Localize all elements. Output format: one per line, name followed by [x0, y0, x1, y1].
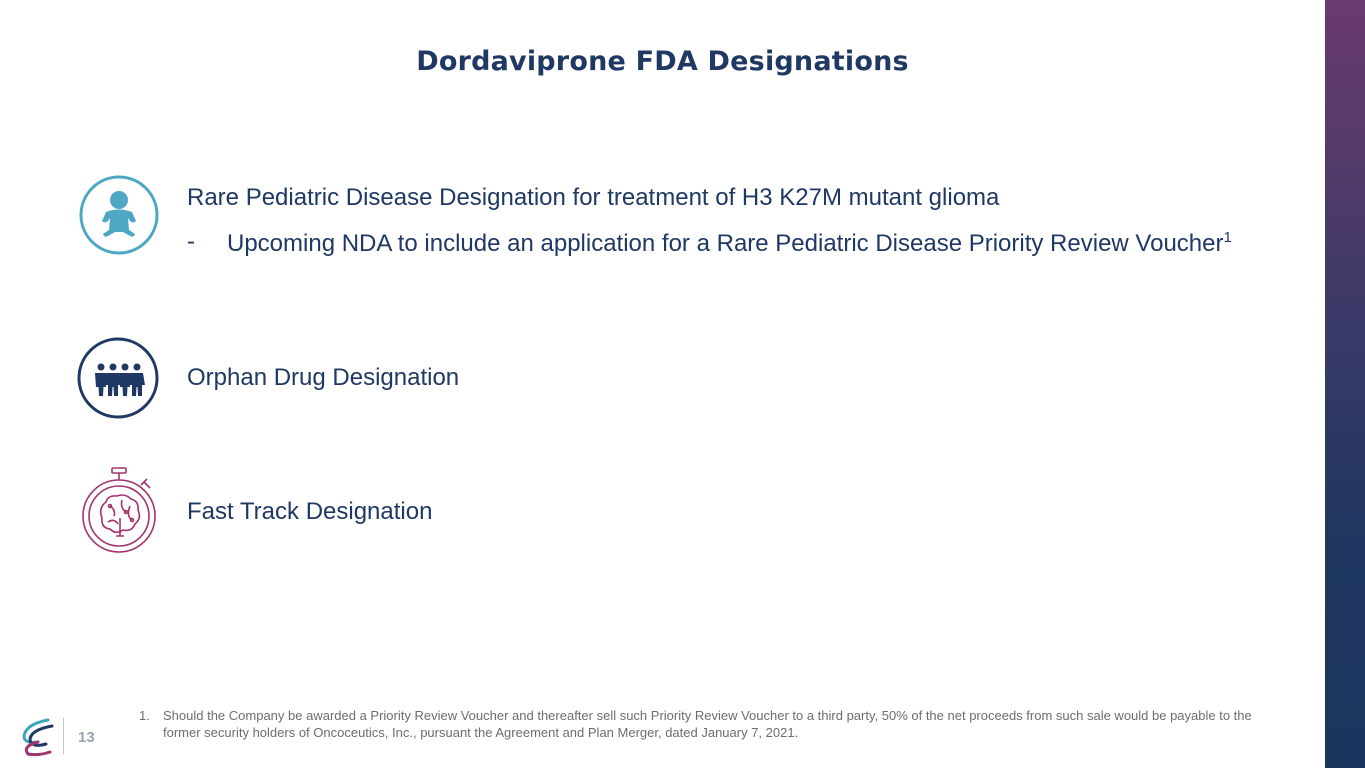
- footnote-number: 1.: [139, 708, 150, 723]
- page-title: Dordaviprone FDA Designations: [416, 46, 909, 77]
- rare-pediatric-designation: Rare Pediatric Disease Designation for treatment of H3 K27M mutant glioma: [187, 184, 1000, 211]
- baby-icon: [78, 174, 160, 256]
- people-group-icon: [76, 336, 160, 420]
- footnote-ref: 1: [1223, 229, 1232, 246]
- stopwatch-brain-icon: [80, 466, 158, 554]
- company-logo-icon: [18, 716, 58, 758]
- page-number: 13: [78, 729, 95, 746]
- priority-review-voucher-text: Upcoming NDA to include an application for a Rare Pediatric Disease Priority Review Voucher: [227, 230, 1224, 257]
- footer-divider: [63, 718, 64, 754]
- footnote-text: Should the Company be awarded a Priority Review Voucher and thereafter sell such Priority Review Voucher to a third party, 50% of the net proceeds from such sale would be payable to the former security holders of Oncoceutics, Inc., pursuant the Agreement and Plan Merger, dated January 7, 2021.: [163, 708, 1252, 740]
- footnote: [139, 707, 1289, 741]
- sub-item-dash: -: [187, 228, 195, 255]
- orphan-drug-designation: Orphan Drug Designation: [187, 364, 460, 391]
- right-accent-bar: [1325, 0, 1365, 768]
- priority-review-voucher-note: [227, 230, 1232, 258]
- fast-track-designation: Fast Track Designation: [187, 498, 433, 525]
